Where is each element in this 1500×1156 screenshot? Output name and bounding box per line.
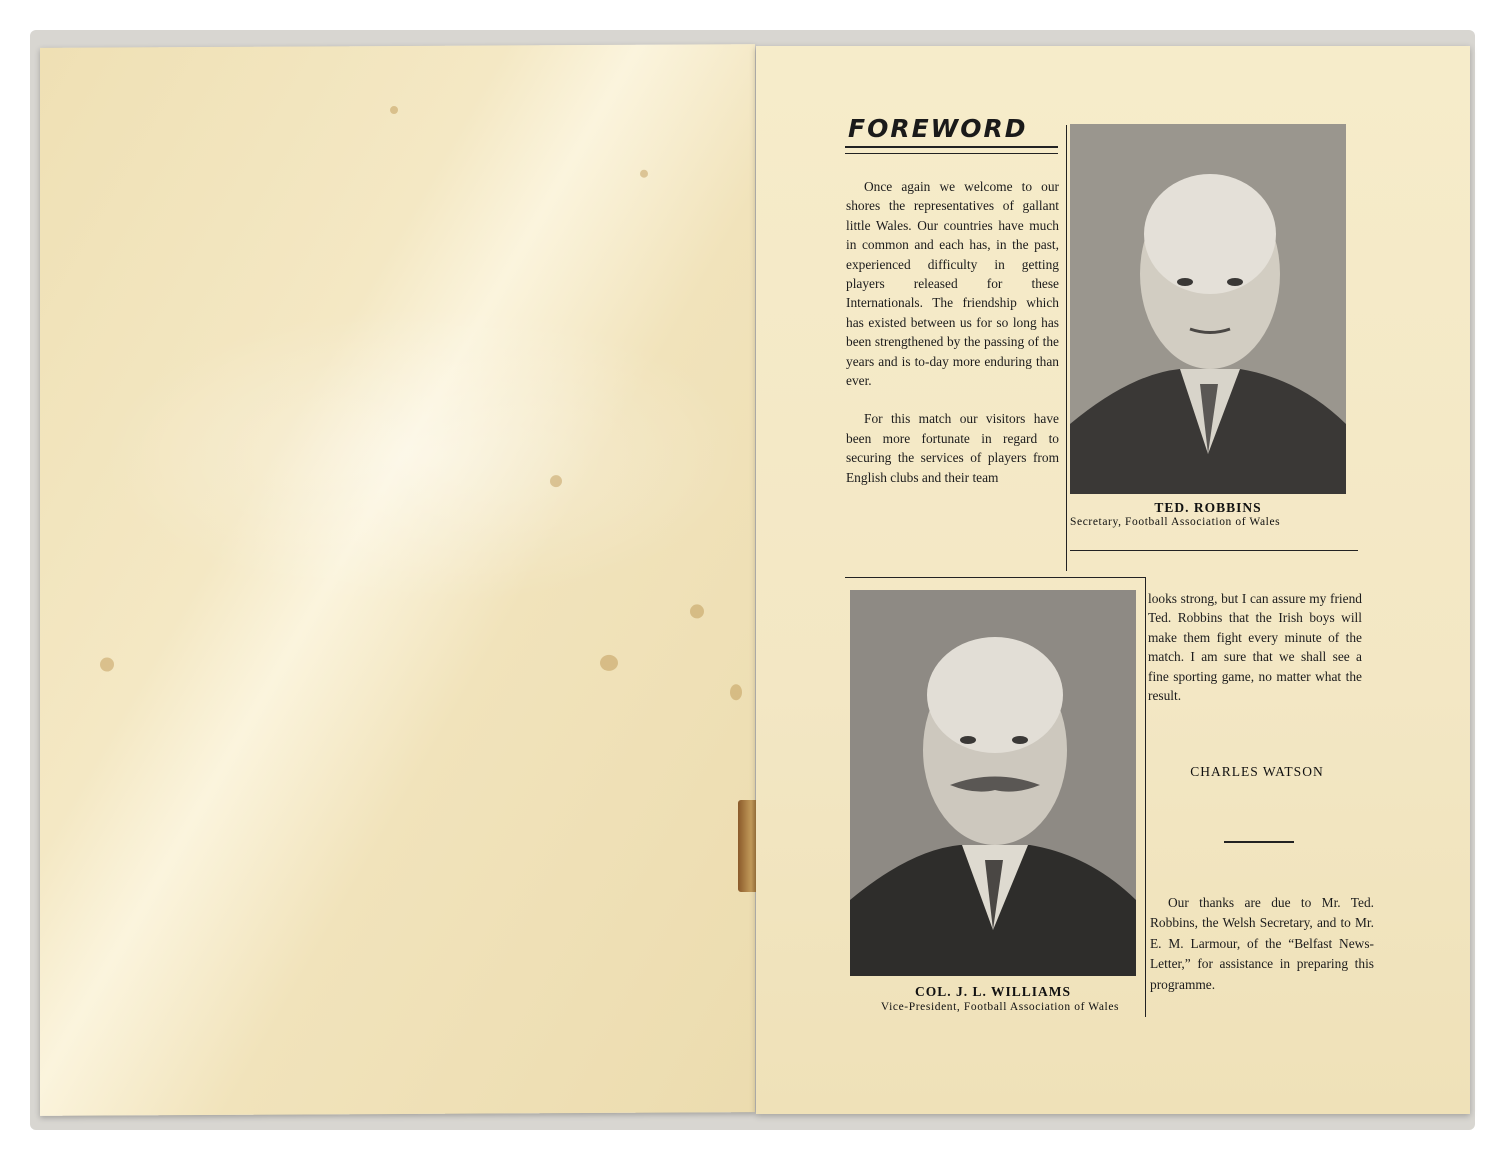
column-rule [1145,577,1146,1017]
title-underline [845,153,1058,154]
portrait-illustration [1070,124,1346,494]
foreword-paragraph: looks strong, but I can assure my friend Ted. Robbins that the Irish boys will make them fight every minute of the match. I am sure that we shall see a fine sporting game, no matter what the result. [1148,591,1362,704]
portrait-photo-ted-robbins [1070,124,1346,494]
foreword-paragraph: Once again we welcome to our shores the representatives of gallant little Wales. Our countries have much in common and each has, in the past, experienced difficulty in getting players released for these Internationals. The friendship which has existed between us for so long has been strengthened by the passing of the years and is to-day more enduring than ever. [846,179,1059,389]
photo-caption-role: Vice-President, Football Association of Wales [880,1001,1120,1013]
light-reflection [100,304,750,607]
photo-caption-role: Secretary, Football Association of Wales [1070,516,1281,528]
section-rule [1070,550,1358,551]
photo-caption-name: COL. J. L. WILLIAMS [914,984,1072,999]
foreword-column-2 [1148,589,1362,705]
separator-rule [1224,841,1294,843]
title-underline [845,146,1058,148]
foreword-column-1 [846,177,1059,487]
foxing-spot [600,655,618,671]
section-rule [845,577,1145,578]
foxing-spot [730,684,742,700]
page-title: FOREWORD [848,114,1028,143]
acknowledgement [1150,893,1374,995]
foxing-spot [690,604,704,618]
portrait-illustration [850,590,1136,976]
foxing-spot [550,475,562,487]
portrait-photo-col-williams [850,590,1136,976]
acknowledgement-paragraph: Our thanks are due to Mr. Ted. Robbins, the Welsh Secretary, and to Mr. E. M. Larmour, of the “Belfast News-Letter,” for assistance in preparing this programme. [1150,895,1374,992]
foxing-spot [640,170,648,178]
signature: CHARLES WATSON [1190,764,1324,779]
photo-caption-name: TED. ROBBINS [1154,500,1262,515]
column-rule [1066,125,1067,571]
foxing-spot [390,106,398,114]
left-page [40,44,755,1116]
foxing-spot [100,657,114,671]
foreword-paragraph: For this match our visitors have been more fortunate in regard to securing the services of players from English clubs and their team [846,411,1059,485]
